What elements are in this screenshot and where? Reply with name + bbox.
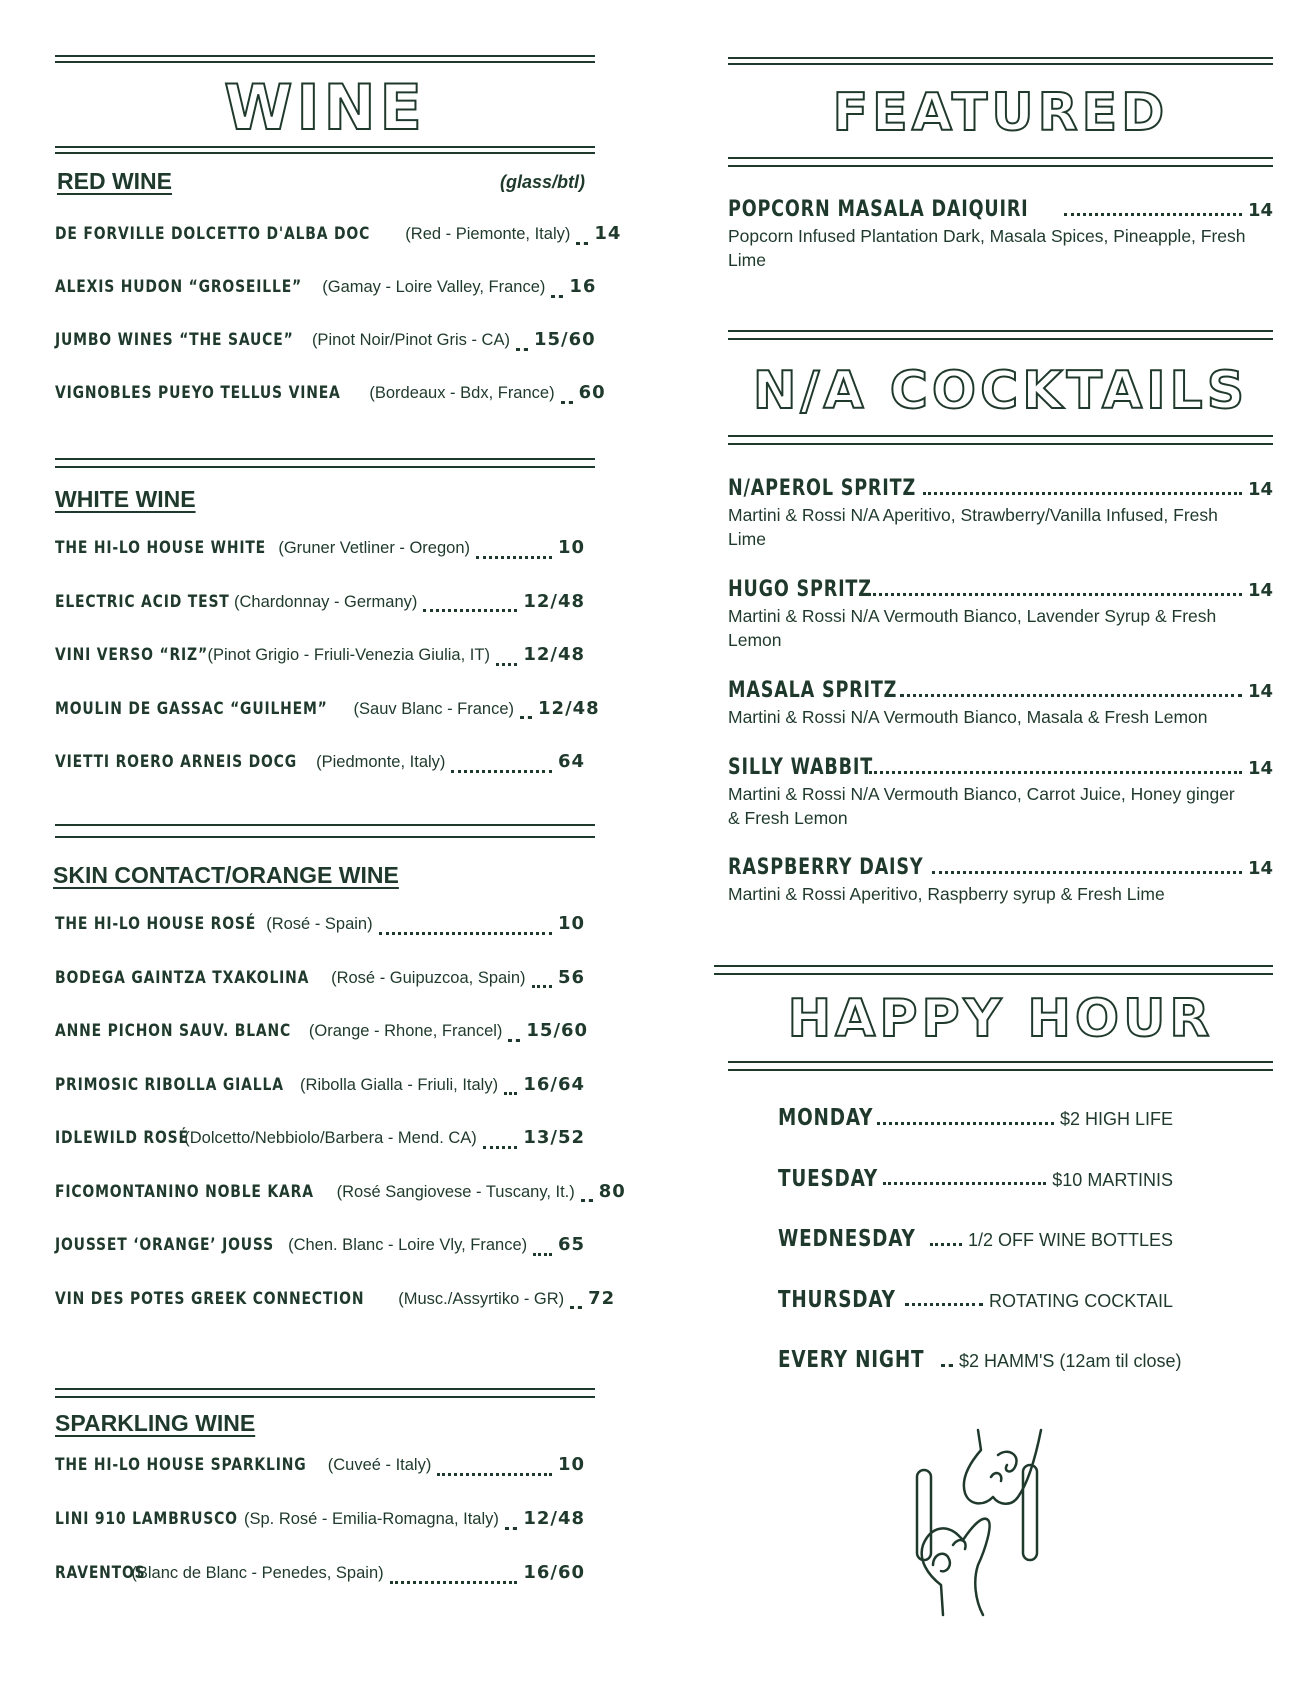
- wine-item: [55, 913, 585, 943]
- divider: [728, 1069, 1273, 1071]
- dot-leader: [868, 593, 1242, 596]
- divider: [55, 1388, 595, 1390]
- happy-hour-item: [778, 1226, 1173, 1252]
- happy-hour-deal: $2 HIGH LIFE: [1059, 1109, 1173, 1129]
- wine-price: 72: [588, 1287, 616, 1309]
- cocktail-description: Popcorn Infused Plantation Dark, Masala Spices, Pineapple, Fresh Lime: [728, 226, 1246, 270]
- cocktail-description: Martini & Rossi Aperitivo, Raspberry syrup & Fresh Lime: [728, 884, 1165, 904]
- divider: [55, 152, 595, 154]
- wine-name: JUMBO WINES “THE SAUCE”: [55, 330, 294, 350]
- dot-leader: [508, 1039, 520, 1042]
- divider: [728, 443, 1273, 445]
- dot-leader: [451, 770, 552, 773]
- wine-item: [55, 1508, 585, 1538]
- cocktail-item: [728, 476, 1273, 551]
- wine-price: 12/48: [523, 1508, 585, 1529]
- wine-description: (Gruner Vetliner - Oregon): [278, 539, 471, 557]
- dot-leader: [504, 1092, 517, 1095]
- wine-description: (Ribolla Gialla - Friuli, Italy): [300, 1075, 499, 1094]
- divider: [728, 1061, 1273, 1063]
- dot-leader: [379, 932, 552, 935]
- hands-illustration: [903, 1425, 1063, 1620]
- wine-price: 10: [557, 1454, 585, 1475]
- divider: [728, 435, 1273, 437]
- wine-name: THE HI-LO HOUSE WHITE: [55, 538, 267, 558]
- wine-name: VINI VERSO “RIZ”: [55, 645, 208, 665]
- cocktail-item: [728, 678, 1273, 729]
- cocktail-name: RASPBERRY DAISY: [728, 855, 924, 880]
- wine-price: 64: [557, 751, 585, 772]
- happy-hour-deal: ROTATING COCKTAIL: [988, 1290, 1173, 1311]
- wine-name: DE FORVILLE DOLCETTO D'ALBA DOC: [55, 224, 371, 244]
- red-wine-heading: RED WINE: [57, 168, 172, 194]
- happy-hour-item: [778, 1347, 1182, 1373]
- dot-leader: [877, 1122, 1054, 1125]
- happy-hour-deal: 1/2 OFF WINE BOTTLES: [967, 1230, 1173, 1250]
- wine-name: BODEGA GAINTZA TXAKOLINA: [55, 967, 310, 988]
- cocktail-price: 14: [1247, 858, 1273, 879]
- wine-item: [55, 1180, 626, 1211]
- wine-description: (Orange - Rhone, Francel): [308, 1022, 503, 1040]
- wine-item: [55, 1562, 585, 1592]
- wine-description: (Pinot Grigio - Friuli-Venezia Giulia, IT): [207, 646, 490, 664]
- wine-item: [55, 1454, 585, 1484]
- wine-name: RAVENTOS: [55, 1563, 146, 1583]
- wine-item: [55, 329, 596, 359]
- dot-leader: [941, 1364, 953, 1367]
- wine-item: [55, 223, 622, 253]
- happy-hour-day: THURSDAY: [778, 1286, 896, 1313]
- white-wine-heading: WHITE WINE: [55, 486, 196, 512]
- wine-description: (Rosé - Spain): [266, 915, 373, 933]
- dot-leader: [423, 609, 517, 612]
- wine-item: [55, 1234, 585, 1264]
- wine-name: THE HI-LO HOUSE ROSÉ: [55, 914, 257, 934]
- dot-leader: [520, 716, 532, 719]
- wine-price: 60: [578, 382, 606, 403]
- happy-hour-item: [778, 1287, 1173, 1313]
- happy-hour-title: HAPPY HOUR: [787, 989, 1214, 1049]
- wine-item: [55, 382, 606, 412]
- wine-title: WINE: [224, 71, 426, 144]
- wine-name: ELECTRIC ACID TEST: [55, 591, 230, 612]
- wine-price: 14: [594, 223, 622, 244]
- wine-price: 12/48: [523, 644, 585, 665]
- wine-name: PRIMOSIC RIBOLLA GIALLA: [55, 1074, 284, 1095]
- wine-description: (Pinot Noir/Pinot Gris - CA): [311, 331, 510, 349]
- cocktail-price: 14: [1247, 580, 1273, 601]
- wine-price: 16/64: [523, 1073, 585, 1095]
- cocktail-price: 14: [1247, 479, 1273, 500]
- wine-price: 13/52: [523, 1127, 585, 1148]
- cocktail-price: 14: [1247, 681, 1273, 702]
- dot-leader: [551, 295, 563, 298]
- dot-leader: [532, 985, 552, 988]
- wine-name: VIN DES POTES GREEK CONNECTION: [55, 1288, 365, 1309]
- wine-description: (Sp. Rosé - Emilia-Romagna, Italy): [243, 1510, 499, 1528]
- cocktail-name: HUGO SPRITZ: [728, 577, 872, 602]
- wine-description: (Red - Piemonte, Italy): [405, 225, 571, 243]
- wine-description: (Cuveé - Italy): [327, 1456, 432, 1474]
- cocktail-name: N/APEROL SPRITZ: [728, 476, 916, 501]
- wine-price: 10: [557, 913, 585, 934]
- wine-name: VIGNOBLES PUEYO TELLUS VINEA: [55, 383, 341, 403]
- dot-leader: [570, 1306, 582, 1309]
- wine-description: (Bordeaux - Bdx, France): [369, 384, 555, 402]
- divider: [55, 836, 595, 838]
- divider: [728, 338, 1273, 340]
- happy-hour-day: MONDAY: [778, 1105, 874, 1131]
- wine-description: (Chardonnay - Germany): [233, 592, 418, 611]
- wine-description: (Musc./Assyrtiko - GR): [398, 1289, 565, 1308]
- wine-name: JOUSSET ‘ORANGE’ JOUSS: [55, 1235, 275, 1255]
- wine-description: (Rosé Sangiovese - Tuscany, It.): [336, 1182, 575, 1201]
- divider: [714, 973, 1273, 975]
- happy-hour-deal: $2 HAMM'S (12am til close): [958, 1351, 1182, 1371]
- divider: [728, 57, 1273, 59]
- wine-description: (Dolcetto/Nebbiolo/Barbera - Mend. CA): [184, 1129, 477, 1147]
- dot-leader: [505, 1527, 517, 1530]
- cocktail-name: MASALA SPRITZ: [728, 678, 898, 703]
- cocktail-name: POPCORN MASALA DAIQUIRI: [728, 197, 1029, 222]
- happy-hour-day: EVERY NIGHT: [778, 1347, 925, 1373]
- dot-leader: [869, 771, 1242, 774]
- happy-hour-item: [778, 1166, 1173, 1192]
- sparkling-wine-heading: SPARKLING WINE: [55, 1410, 256, 1436]
- wine-item: [55, 1287, 616, 1318]
- wine-item: [55, 591, 585, 621]
- wine-description: (Chen. Blanc - Loire Vly, France): [288, 1236, 528, 1254]
- divider: [728, 165, 1273, 167]
- cocktail-description: Martini & Rossi N/A Vermouth Bianco, Carrot Juice, Honey ginger & Fresh Lemon: [728, 784, 1235, 828]
- divider: [55, 61, 595, 63]
- divider: [728, 63, 1273, 65]
- cocktail-price: 14: [1247, 758, 1273, 779]
- divider: [55, 146, 595, 148]
- wine-price: 12/48: [523, 590, 585, 612]
- wine-item: [55, 1074, 585, 1104]
- divider: [55, 1396, 595, 1398]
- wine-item: [55, 276, 597, 306]
- wine-name: THE HI-LO HOUSE SPARKLING: [55, 1455, 307, 1475]
- happy-hour-day: WEDNESDAY: [778, 1226, 916, 1252]
- wine-price: 56: [557, 966, 585, 988]
- divider: [714, 965, 1273, 967]
- cocktail-description: Martini & Rossi N/A Vermouth Bianco, Masala & Fresh Lemon: [728, 707, 1208, 727]
- glass-bottle-note: (glass/btl): [499, 172, 585, 192]
- wine-item: [55, 751, 585, 781]
- wine-description: (Blanc de Blanc - Penedes, Spain): [131, 1564, 384, 1582]
- divider: [55, 55, 595, 57]
- cocktail-name: SILLY WABBIT: [728, 755, 874, 780]
- dot-leader: [932, 871, 1242, 874]
- wine-item: [55, 644, 585, 674]
- cocktail-item: [728, 755, 1273, 830]
- dot-leader: [390, 1581, 518, 1584]
- wine-price: 15/60: [526, 1020, 589, 1041]
- divider: [55, 824, 595, 826]
- cocktail-item: [728, 577, 1273, 652]
- dot-leader: [883, 1182, 1046, 1185]
- dot-leader: [516, 348, 528, 351]
- cocktail-price: 14: [1247, 200, 1273, 221]
- wine-item: [55, 967, 585, 997]
- wine-price: 16/60: [523, 1562, 585, 1583]
- dot-leader: [930, 1243, 962, 1246]
- wine-price: 80: [598, 1180, 626, 1202]
- wine-price: 65: [557, 1234, 585, 1255]
- divider: [728, 330, 1273, 332]
- na-cocktails-title: N/A COCKTAILS: [752, 361, 1249, 421]
- orange-wine-heading: SKIN CONTACT/ORANGE WINE: [53, 862, 399, 888]
- dot-leader: [476, 556, 552, 559]
- dot-leader: [496, 663, 517, 666]
- wine-price: 12/48: [538, 697, 600, 719]
- wine-description: (Piedmonte, Italy): [316, 753, 446, 771]
- divider: [55, 466, 595, 468]
- dot-leader: [905, 1303, 983, 1306]
- wine-description: (Gamay - Loire Valley, France): [322, 278, 546, 296]
- cocktail-item: [728, 855, 1273, 906]
- happy-hour-day: TUESDAY: [778, 1165, 878, 1192]
- dot-leader: [923, 492, 1242, 495]
- wine-price: 16: [569, 276, 597, 297]
- dot-leader: [581, 1199, 593, 1202]
- wine-name: ALEXIS HUDON “GROSEILLE”: [55, 277, 303, 297]
- wine-name: FICOMONTANINO NOBLE KARA: [55, 1181, 314, 1202]
- divider: [55, 458, 595, 460]
- happy-hour-deal: $10 MARTINIS: [1052, 1169, 1173, 1190]
- divider: [728, 157, 1273, 159]
- wine-description: (Rosé - Guipuzcoa, Spain): [331, 968, 526, 987]
- cocktail-description: Martini & Rossi N/A Vermouth Bianco, Lavender Syrup & Fresh Lemon: [728, 606, 1217, 650]
- wine-name: IDLEWILD ROSÉ: [55, 1128, 189, 1148]
- dot-leader: [576, 242, 588, 245]
- featured-title: FEATURED: [832, 83, 1169, 143]
- wine-price: 10: [557, 537, 585, 558]
- wine-item: [55, 1127, 585, 1157]
- wine-item: [55, 537, 585, 567]
- dot-leader: [533, 1253, 552, 1256]
- wine-name: MOULIN DE GASSAC “GUILHEM”: [55, 698, 328, 719]
- wine-item: [55, 697, 600, 728]
- cocktail-description: Martini & Rossi N/A Aperitivo, Strawberry/Vanilla Infused, Fresh Lime: [728, 505, 1218, 549]
- cocktail-item: [728, 197, 1273, 272]
- wine-name: ANNE PICHON SAUV. BLANC: [55, 1021, 292, 1041]
- wine-name: VIETTI ROERO ARNEIS DOCG: [55, 752, 297, 772]
- dot-leader: [561, 401, 573, 404]
- dot-leader: [437, 1473, 552, 1476]
- dot-leader: [1064, 213, 1242, 216]
- wine-description: (Sauv Blanc - France): [353, 699, 515, 718]
- wine-price: 15/60: [533, 329, 596, 350]
- happy-hour-item: [778, 1105, 1173, 1131]
- wine-item: [55, 1020, 589, 1050]
- dot-leader: [900, 694, 1242, 697]
- wine-name: LINI 910 LAMBRUSCO: [55, 1509, 238, 1529]
- dot-leader: [483, 1146, 518, 1149]
